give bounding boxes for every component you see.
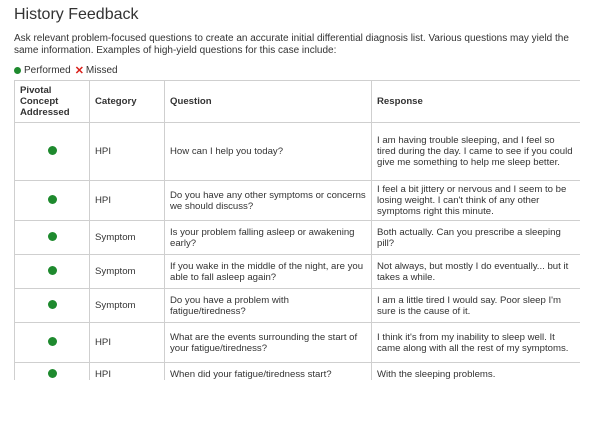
- page-title: History Feedback: [14, 6, 139, 23]
- performed-dot-icon: [48, 300, 57, 309]
- question-cell: When did your fatigue/tiredness start?: [165, 363, 372, 381]
- response-cell: I feel a bit jittery or nervous and I seem to be losing weight. I can't think of any other symptoms right this minute.: [372, 181, 581, 221]
- table-row: [15, 181, 581, 221]
- table-row: [15, 363, 581, 381]
- feedback-table: [14, 80, 580, 380]
- performed-dot-icon: [48, 266, 57, 275]
- intro-text: Ask relevant problem-focused questions to create an accurate initial differential diagnosis list. Various questions may yield the same information. Examples of high-yield questions for this case include:: [14, 33, 569, 56]
- table-row: [15, 323, 581, 363]
- category-cell: Symptom: [90, 255, 165, 289]
- category-cell: Symptom: [90, 289, 165, 323]
- table-row: [15, 255, 581, 289]
- category-cell: HPI: [90, 323, 165, 363]
- performed-dot-icon: [48, 146, 57, 155]
- status-cell: [15, 289, 90, 323]
- question-cell: What are the events surrounding the start of your fatigue/tiredness?: [165, 323, 372, 363]
- category-cell: HPI: [90, 181, 165, 221]
- table-row: [15, 221, 581, 255]
- performed-dot-icon: [48, 232, 57, 241]
- status-cell: [15, 181, 90, 221]
- status-cell: [15, 323, 90, 363]
- status-cell: [15, 363, 90, 381]
- status-cell: [15, 221, 90, 255]
- header-category: Category: [90, 81, 165, 123]
- feedback-table-container[interactable]: [14, 80, 580, 380]
- question-cell: Do you have a problem with fatigue/tiredness?: [165, 289, 372, 323]
- performed-dot-icon: [48, 337, 57, 346]
- response-cell: Not always, but mostly I do eventually... but it takes a while.: [372, 255, 581, 289]
- question-cell: Do you have any other symptoms or concerns we should discuss?: [165, 181, 372, 221]
- legend-missed-label: Missed: [85, 65, 118, 76]
- header-pivotal-concept: Pivotal Concept Addressed: [15, 81, 90, 123]
- header-response: Response: [372, 81, 581, 123]
- performed-dot-icon: [14, 67, 21, 74]
- legend-performed-label: Performed: [24, 65, 71, 76]
- response-cell: Both actually. Can you prescribe a sleeping pill?: [372, 221, 581, 255]
- category-cell: Symptom: [90, 221, 165, 255]
- status-cell: [15, 123, 90, 181]
- question-cell: Is your problem falling asleep or awakening early?: [165, 221, 372, 255]
- category-cell: HPI: [90, 363, 165, 381]
- response-cell: I am a little tired I would say. Poor sleep I'm sure is the cause of it.: [372, 289, 581, 323]
- response-cell: With the sleeping problems.: [372, 363, 581, 381]
- table-header-row: [15, 81, 581, 123]
- question-cell: How can I help you today?: [165, 123, 372, 181]
- response-cell: I think it's from my inability to sleep well. It came along with all the rest of my symptoms.: [372, 323, 581, 363]
- question-cell: If you wake in the middle of the night, are you able to fall asleep again?: [165, 255, 372, 289]
- performed-dot-icon: [48, 369, 57, 378]
- category-cell: HPI: [90, 123, 165, 181]
- response-cell: I am having trouble sleeping, and I feel so tired during the day. I came to see if you could give me something to help me sleep better.: [372, 123, 581, 181]
- performed-dot-icon: [48, 195, 57, 204]
- header-question: Question: [165, 81, 372, 123]
- legend: [14, 64, 118, 77]
- missed-x-icon: ✕: [74, 65, 84, 77]
- table-row: [15, 289, 581, 323]
- status-cell: [15, 255, 90, 289]
- table-row: [15, 123, 581, 181]
